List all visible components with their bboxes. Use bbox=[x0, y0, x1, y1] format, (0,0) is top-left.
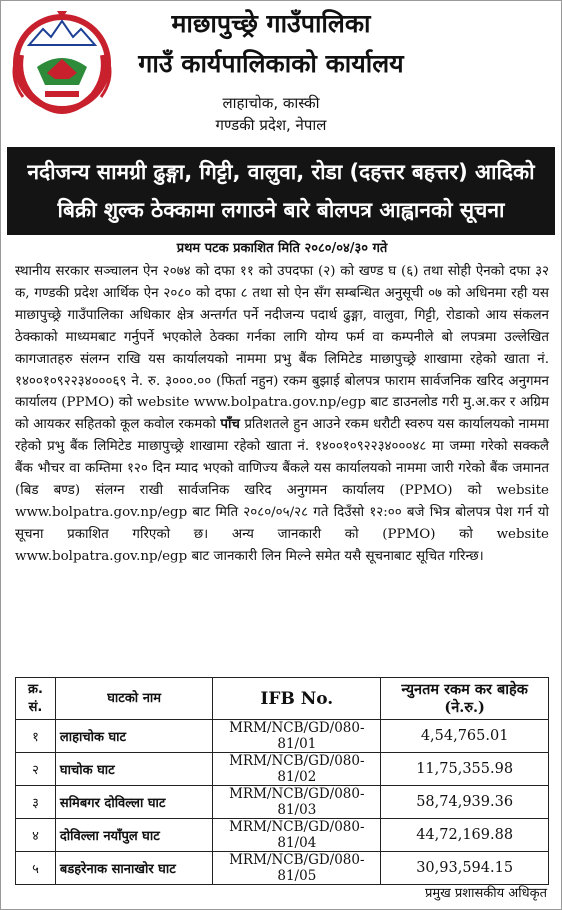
address-line-2: गण्डकी प्रदेश, नेपाल bbox=[215, 116, 327, 134]
row-ifb-no: MRM/NCB/GD/080-81/03 bbox=[213, 786, 381, 819]
letterhead bbox=[1, 1, 562, 141]
row-ghat-name: समिबगर दोविल्ला घाट bbox=[55, 786, 212, 819]
header-ifb-no: IFB No. bbox=[213, 678, 381, 720]
address-line-1: लाहाचोक, कास्की bbox=[222, 94, 320, 112]
published-date: प्रथम पटक प्रकाशित मिति २०८०/०४/३० गते bbox=[176, 241, 388, 256]
row-amount: 11,75,355.98 bbox=[381, 753, 549, 786]
table-row bbox=[16, 720, 549, 753]
notice-body-bold-word: पाँच bbox=[220, 416, 240, 433]
row-ifb-no: MRM/NCB/GD/080-81/01 bbox=[213, 720, 381, 753]
notice-title-line-1: नदीजन्य सामग्री ढुङ्गा, गिट्टी, वालुवा, रोडा (दहत्तर बहत्तर) आदिको bbox=[27, 160, 535, 184]
row-amount: 4,54,765.01 bbox=[381, 720, 549, 753]
table-row bbox=[16, 753, 549, 786]
signature-title: प्रमुख प्रशासकीय अधिकृत bbox=[424, 886, 547, 901]
row-serial: ४ bbox=[16, 819, 56, 852]
row-amount: 44,72,169.88 bbox=[381, 819, 549, 852]
nepal-emblem-icon bbox=[7, 7, 117, 117]
table-row bbox=[16, 819, 549, 852]
row-serial: २ bbox=[16, 753, 56, 786]
row-ghat-name: लाहाचोक घाट bbox=[55, 720, 212, 753]
table-row bbox=[16, 852, 549, 885]
row-ifb-no: MRM/NCB/GD/080-81/04 bbox=[213, 819, 381, 852]
notice-body bbox=[15, 261, 549, 568]
row-serial: ५ bbox=[16, 852, 56, 885]
table-row bbox=[16, 786, 549, 819]
office-name: गाउँ कार्यपालिकाको कार्यालय bbox=[138, 49, 404, 78]
header-serial: क्र. सं. bbox=[16, 678, 56, 720]
row-ifb-no: MRM/NCB/GD/080-81/02 bbox=[213, 753, 381, 786]
ghat-table bbox=[15, 677, 549, 885]
row-amount: 58,74,939.36 bbox=[381, 786, 549, 819]
notice-body-part-2: प्रतिशतले हुन आउने रकम धरौटी स्वरुप यस कार्यालयको नाममा रहेको प्रभु बैंक लिमिटेड माछापुच्छ्रे शाखामा रहेको खाता नं. १४००१०९२२३४०००४८ मा जम्मा गरेको सक्कलै बैंक भौचर वा कम्तिमा १२० दिन म्याद भएको वाणिज्य बैंकले यस कार्यालयको नाममा जारी गरेको बैंक जमानत (बिड बण्ड) संलग्न राखी सार्वजनिक खरिद अनुगमन कार्यालय (PPMO) को website www.bolpatra.gov.np/egp बाट मिति २०८०/०५/२८ गते दिउँसो १२:०० बजे भित्र बोलपत्र पेश गर्न यो सूचना प्रकाशित गरिएको छ। अन्य जानकारी को (PPMO) को website www.bolpatra.gov.np/egp बाट जानकारी लिन मिल्ने समेत यसै सूचनाबाट सूचित गरिन्छ। bbox=[15, 417, 550, 564]
row-serial: १ bbox=[16, 720, 56, 753]
notice-title-banner bbox=[7, 147, 555, 235]
table-header-row bbox=[16, 678, 549, 720]
header-ghat-name: घाटको नाम bbox=[55, 678, 212, 720]
organization-name: माछापुच्छ्रे गाउँपालिका bbox=[171, 9, 371, 38]
row-ghat-name: घाचोक घाट bbox=[55, 753, 212, 786]
row-serial: ३ bbox=[16, 786, 56, 819]
notice-title-line-2: बिक्री शुल्क ठेक्कामा लगाउने बारे बोलपत्र आह्वानको सूचना bbox=[57, 198, 505, 222]
notice-body-part-1: स्थानीय सरकार सञ्चालन ऐन २०७४ को दफा ११ को उपदफा (२) को खण्ड घ (६) तथा सोही ऐनको दफा ३२ क, गण्डकी प्रदेश आर्थिक ऐन २०८० को दफा ८ तथा सो ऐन सँग सम्बन्धित अनुसूची ०७ को अधिनमा रही यस माछापुच्छ्रे गाउँपालिका अधिकार क्षेत्र अन्तर्गत पर्ने नदीजन्य पदार्थ ढुङ्गा, वालुवा, गिट्टी, रोडाको आय संकलन ठेक्काको माध्यमबाट गर्नुपर्ने भएकोले ठेक्का गर्नका लागि योग्य फर्म वा कम्पनीले बो लपत्रमा उल्लेखित कागजातहरु संलग्न राखि यस कार्यालयको नाममा प्रभु बैंक लिमिटेड माछापुच्छ्रे शाखामा रहेको खाता नं. १४००१०९२२३४०००६९ ने. रु. ३०००.०० (फिर्ता नहुन) रकम बुझाई बोलपत्र फाराम सार्वजनिक खरिद अनुगमन कार्यालय (PPMO) को website www.bolpatra.gov.np/egp बाट डाउनलोड गरी मु.अ.कर र अग्रिम को आयकर सहितको कूल कवोल रकमको bbox=[15, 264, 549, 433]
row-amount: 30,93,594.15 bbox=[381, 852, 549, 885]
row-ifb-no: MRM/NCB/GD/080-81/05 bbox=[213, 852, 381, 885]
header-min-amount: न्युनतम रकम कर बाहेक (ने.रु.) bbox=[381, 678, 549, 720]
row-ghat-name: बडहरेनाक सानाखोर घाट bbox=[55, 852, 212, 885]
row-ghat-name: दोविल्ला नयाँपुल घाट bbox=[55, 819, 212, 852]
